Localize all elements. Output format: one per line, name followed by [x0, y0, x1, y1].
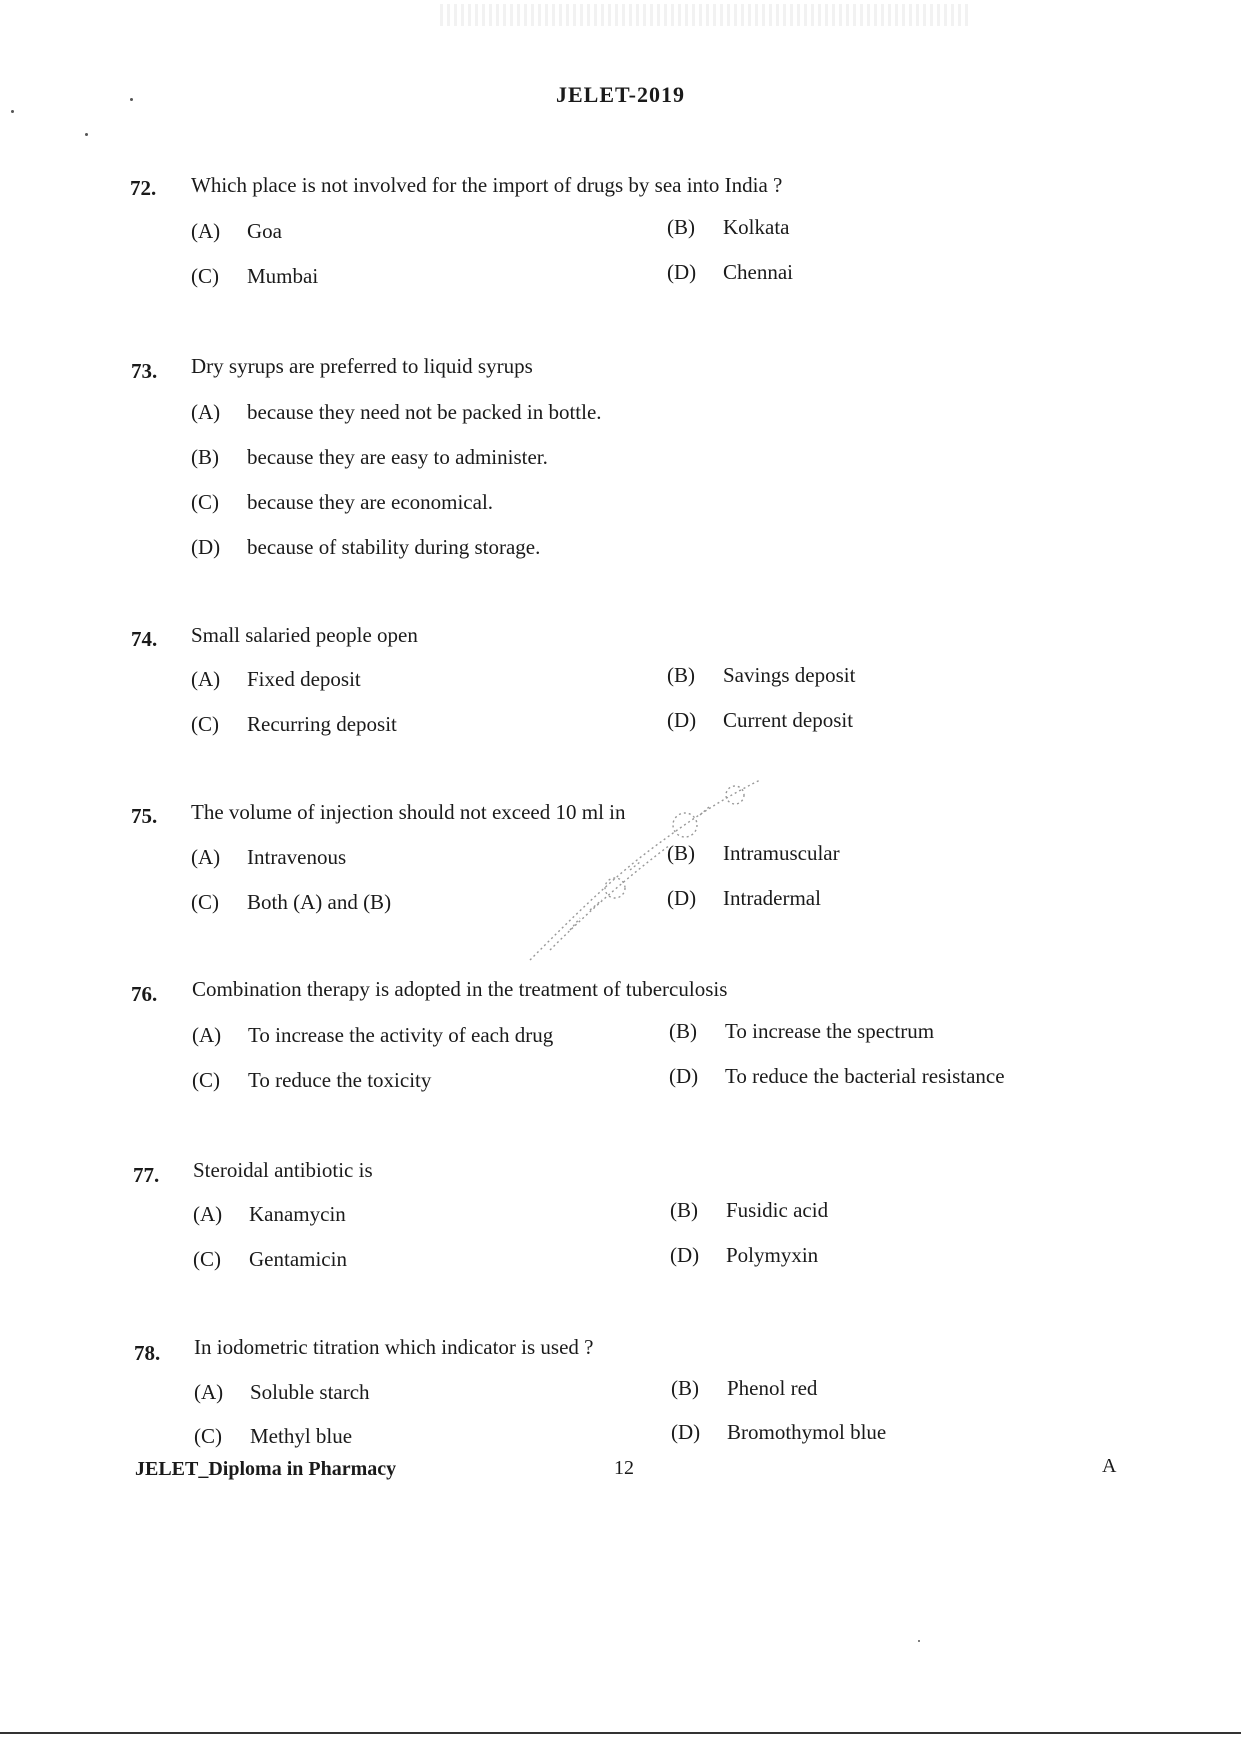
scan-speck — [11, 110, 14, 113]
option-c: (C) Gentamicin — [193, 1247, 347, 1271]
scan-speck — [918, 1640, 920, 1642]
page-title: JELET-2019 — [555, 82, 685, 107]
question-number: 75. — [131, 804, 158, 828]
option-d: (D) because of stability during storage. — [191, 535, 541, 559]
scan-noise — [440, 4, 970, 26]
option-b: (B) Kolkata — [667, 215, 790, 239]
option-b: (B) because they are easy to administer. — [191, 445, 548, 469]
question-number: 72. — [130, 176, 157, 200]
question-text: Dry syrups are preferred to liquid syrups — [191, 354, 533, 378]
question-text: The volume of injection should not exceed 10 ml in — [191, 800, 626, 824]
option-a: (A) Fixed deposit — [191, 667, 361, 691]
page-bottom-rule — [0, 1732, 1241, 1734]
footer-exam-title: JELET_Diploma in Pharmacy — [135, 1458, 397, 1480]
option-a: (A) To increase the activity of each drug — [192, 1023, 554, 1047]
page-number: 12 — [614, 1457, 634, 1479]
option-b: (B) Intramuscular — [667, 841, 840, 865]
faint-stamp-mark — [510, 770, 770, 970]
option-a: (A) Intravenous — [191, 845, 347, 869]
question-number: 73. — [131, 359, 158, 383]
option-d: (D) Bromothymol blue — [671, 1420, 887, 1444]
option-c: (C) Methyl blue — [194, 1424, 353, 1448]
option-b: (B) Phenol red — [671, 1376, 818, 1400]
option-b: (B) Savings deposit — [667, 663, 856, 687]
question-number: 77. — [133, 1163, 160, 1187]
option-c: (C) Mumbai — [191, 264, 319, 288]
question-text: Which place is not involved for the import of drugs by sea into India ? — [191, 173, 783, 197]
option-c: (C) Both (A) and (B) — [191, 890, 392, 914]
question-text: Small salaried people open — [191, 623, 418, 647]
option-d: (D) To reduce the bacterial resistance — [669, 1064, 1005, 1088]
question-text: Steroidal antibiotic is — [193, 1158, 373, 1182]
option-c: (C) To reduce the toxicity — [192, 1068, 432, 1092]
option-c: (C) because they are economical. — [191, 490, 494, 514]
question-number: 74. — [131, 627, 158, 651]
option-b: (B) Fusidic acid — [670, 1198, 829, 1222]
question-set-label: A — [1102, 1455, 1117, 1477]
scan-speck — [85, 133, 88, 136]
question-number: 76. — [131, 982, 158, 1006]
option-c: (C) Recurring deposit — [191, 712, 397, 736]
question-text: Combination therapy is adopted in the treatment of tuberculosis — [192, 977, 728, 1001]
option-b: (B) To increase the spectrum — [669, 1019, 935, 1043]
option-a: (A) Soluble starch — [194, 1380, 370, 1404]
option-d: (D) Current deposit — [667, 708, 854, 732]
option-d: (D) Polymyxin — [670, 1243, 819, 1267]
question-text: In iodometric titration which indicator is used ? — [194, 1335, 594, 1359]
question-number: 78. — [134, 1341, 161, 1365]
option-a: (A) because they need not be packed in bottle. — [191, 400, 602, 424]
option-a: (A) Goa — [191, 219, 282, 243]
option-d: (D) Intradermal — [667, 886, 821, 910]
option-d: (D) Chennai — [667, 260, 793, 284]
option-a: (A) Kanamycin — [193, 1202, 346, 1226]
